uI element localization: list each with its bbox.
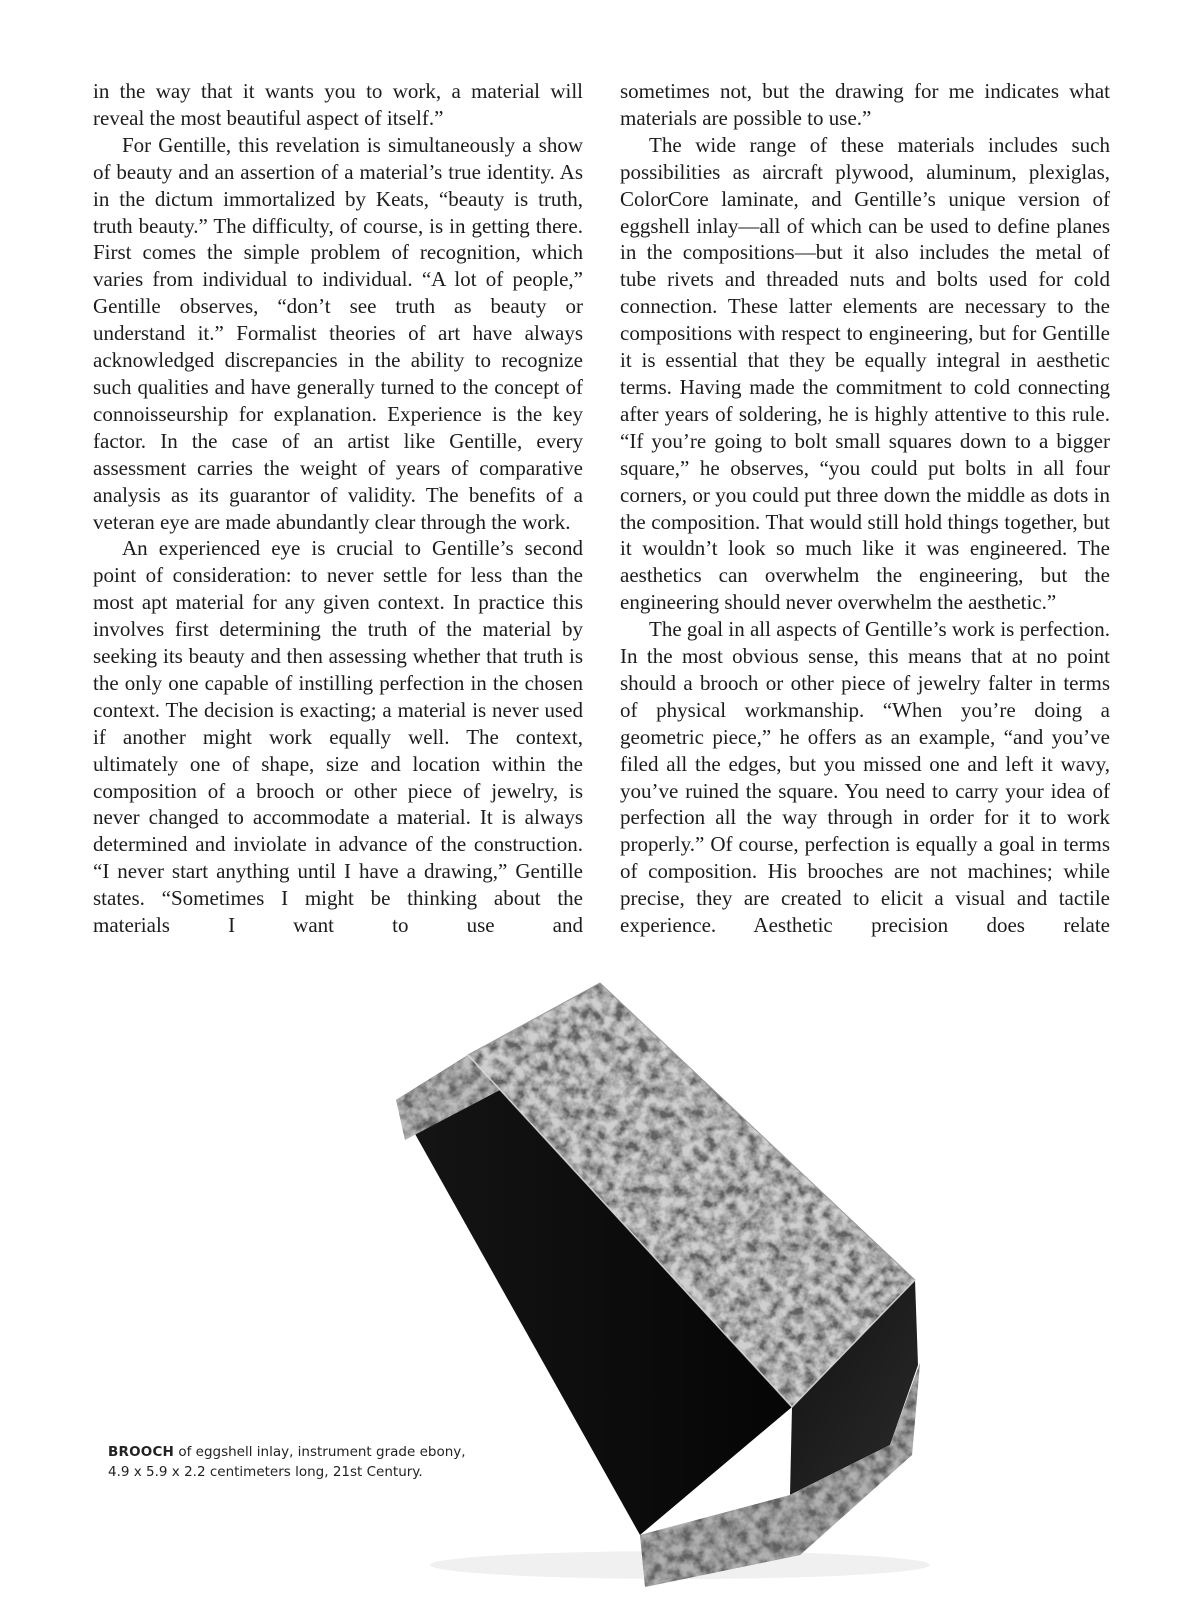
paragraph: sometimes not, but the drawing for me indicates what materials are possible to use.” <box>620 79 1110 130</box>
paragraph: An experienced eye is crucial to Gentille’s second point of consideration: to never settle for less than the most apt material for any given context. In practice this involves first determining the truth of the material by seeking its beauty and then assessing whether that truth is the only one capable of instilling perfection in the chosen context. The decision is exacting; a material is never used if another might work equally well. The context, ultimately one of shape, size and location within the composition of a brooch or other piece of jewelry, is never changed to accommodate a material. It is always determined and inviolate in advance of the construction. “I never start anything until I have a drawing,” Gentille states. “Sometimes I might be thinking about the materials I want to use and <box>93 536 583 938</box>
paragraph: The wide range of these materials includes such possibilities as aircraft plywood, aluminum, plexiglas, ColorCore laminate, and Gentille’s unique version of eggshell inlay—all of which can be used to define planes in the compositions—but it also includes the metal of tube rivets and threaded nuts and bolts used for cold connection. These latter elements are necessary to the compositions with respect to engineering, but for Gentille it is essential that they be equally integral in aesthetic terms. Having made the commitment to cold connecting after years of soldering, he is highly attentive to this rule. “If you’re going to bolt small squares down to a bigger square,” he observes, “you could put bolts in all four corners, or you could put three down the middle as dots in the composition. That would still hold things together, but it wouldn’t look so much like it was engineered. The aesthetics can overwhelm the engineering, but the engineering should never overwhelm the aesthetic.” <box>620 132 1110 615</box>
brooch-photo <box>360 975 960 1590</box>
paragraph: The goal in all aspects of Gentille’s work is perfection. In the most obvious sense, this means that at no point should a brooch or other piece of jewelry falter in terms of physical workmanship. “When you’re doing a geometric piece,” he offers as an example, “and you’ve filed all the edges, but you missed one and left it wavy, you’ve ruined the square. You need to carry your idea of perfection all the way through in order for it to work properly.” Of course, perfection is equally a goal in terms of composition. His brooches are not machines; while precise, they are created to elicit a visual and tactile experience. Aesthetic precision does relate <box>620 617 1110 938</box>
paragraph: For Gentille, this revelation is simultaneously a show of beauty and an assertion of a material’s true identity. As in the dictum immortalized by Keats, “beauty is truth, truth beauty.” The difficulty, of course, is in getting there. First comes the simple problem of recognition, which varies from individual to individual. “A lot of people,” Gentille observes, “don’t see truth as beauty or understand it.” Formalist theories of art have always acknowledged discrepancies in the ability to recognize such qualities and have generally turned to the concept of connoisseurship for explanation. Experience is the key factor. In the case of an artist like Gentille, every assessment carries the weight of years of comparative analysis as its guarantor of validity. The benefits of a veteran eye are made abundantly clear through the work. <box>93 132 583 534</box>
left-text-column <box>93 78 583 939</box>
photo-caption <box>108 1442 528 1482</box>
caption-dimensions: 4.9 x 5.9 x 2.2 centimeters long, 21st Century. <box>108 1464 423 1480</box>
right-text-column <box>620 78 1110 939</box>
caption-title: BROOCH <box>108 1444 175 1460</box>
paragraph: in the way that it wants you to work, a material will reveal the most beautiful aspect of itself.” <box>93 79 583 130</box>
caption-text: of eggshell inlay, instrument grade ebony, <box>174 1444 466 1460</box>
